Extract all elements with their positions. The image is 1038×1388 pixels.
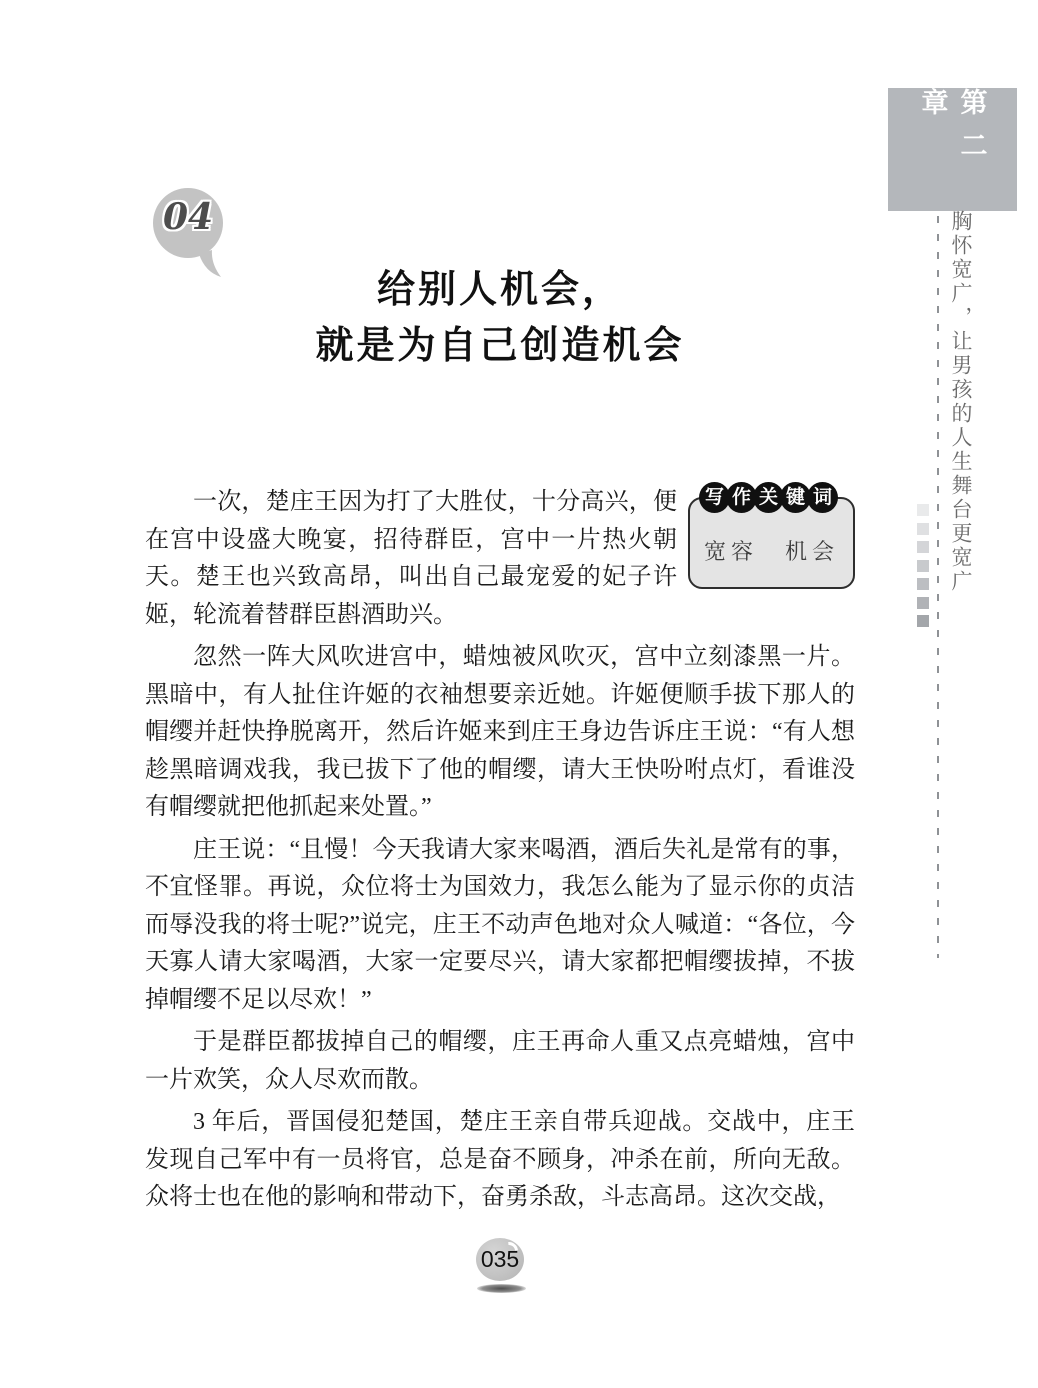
chapter-tab [888, 88, 1017, 211]
page-number-shadow [477, 1284, 526, 1293]
keywords-callout-box [688, 487, 855, 589]
body-paragraph: 于是群臣都拔掉自己的帽缨，庄王再命人重又点亮蜡烛，宫中一片欢笑，众人尽欢而散。 [145, 1029, 855, 1093]
gradient-square-column [917, 504, 929, 634]
article-title [145, 262, 855, 374]
gradient-square [917, 578, 929, 590]
keywords-callout-header [699, 482, 834, 513]
gradient-square [917, 504, 929, 516]
gradient-square [917, 523, 929, 535]
gradient-square [917, 615, 929, 627]
article-body [145, 484, 855, 1222]
page-number-badge: 035 [476, 1238, 524, 1281]
gradient-square [917, 541, 929, 553]
chapter-number: 04 [162, 196, 214, 238]
dashed-divider [937, 216, 939, 958]
callout-header-char: 键 [780, 482, 811, 513]
callout-header-char: 词 [807, 482, 838, 513]
callout-header-char: 作 [726, 482, 757, 513]
body-paragraph: 3 年后，晋国侵犯楚国，楚庄王亲自带兵迎战。交战中，庄王发现自己军中有一员将官，总是奋不顾身，冲杀在前，所向无敌。众将士也在他的影响和带动下，奋勇杀敌，斗志高昂。这次交战， [145, 1109, 855, 1210]
body-paragraph-list [145, 639, 855, 1217]
body-paragraph: 一次，楚庄王因为打了大胜仗，十分高兴，便在宫中设盛大晚宴，招待群臣，宫中一片热火朝天。楚王也兴致高昂，叫出自己最宠爱的妃子许姬，轮流着替群臣斟酒助兴。 [145, 489, 677, 628]
keywords-text: 宽容 机会 [704, 540, 840, 565]
callout-header-char: 关 [753, 482, 784, 513]
chapter-tab-title: 第二章 [917, 88, 987, 174]
body-paragraph: 忽然一阵大风吹进宫中，蜡烛被风吹灭，宫中立刻漆黑一片。黑暗中，有人扯住许姬的衣袖想要亲近她。许姬便顺手拔下那人的帽缨并赶快挣脱离开，然后许姬来到庄王身边告诉庄王说：“有人想趁黑暗调戏我，我已拔下了他的帽缨，请大王快吩咐点灯，看谁没有帽缨就把他抓起来处置。” [145, 644, 855, 820]
article-title-line1: 给别人机会， [376, 269, 623, 311]
callout-header-char: 写 [699, 482, 730, 513]
gradient-square [917, 560, 929, 572]
gradient-square [917, 597, 929, 609]
body-paragraph: 庄王说：“且慢！今天我请大家来喝酒，酒后失礼是常有的事，不宜怪罪。再说，众位将士为国效力，我怎么能为了显示你的贞洁而辱没我的将士呢?”说完，庄王不动声色地对众人喊道：“各位，今天寡人请大家喝酒，大家一定要尽兴，请大家都把帽缨拔掉，不拔掉帽缨不足以尽欢！” [145, 836, 855, 1013]
chapter-subtitle-vertical: 胸怀宽广，让男孩的人生舞台更宽广 [949, 210, 973, 594]
article-title-line2: 就是为自己创造机会 [315, 325, 685, 367]
